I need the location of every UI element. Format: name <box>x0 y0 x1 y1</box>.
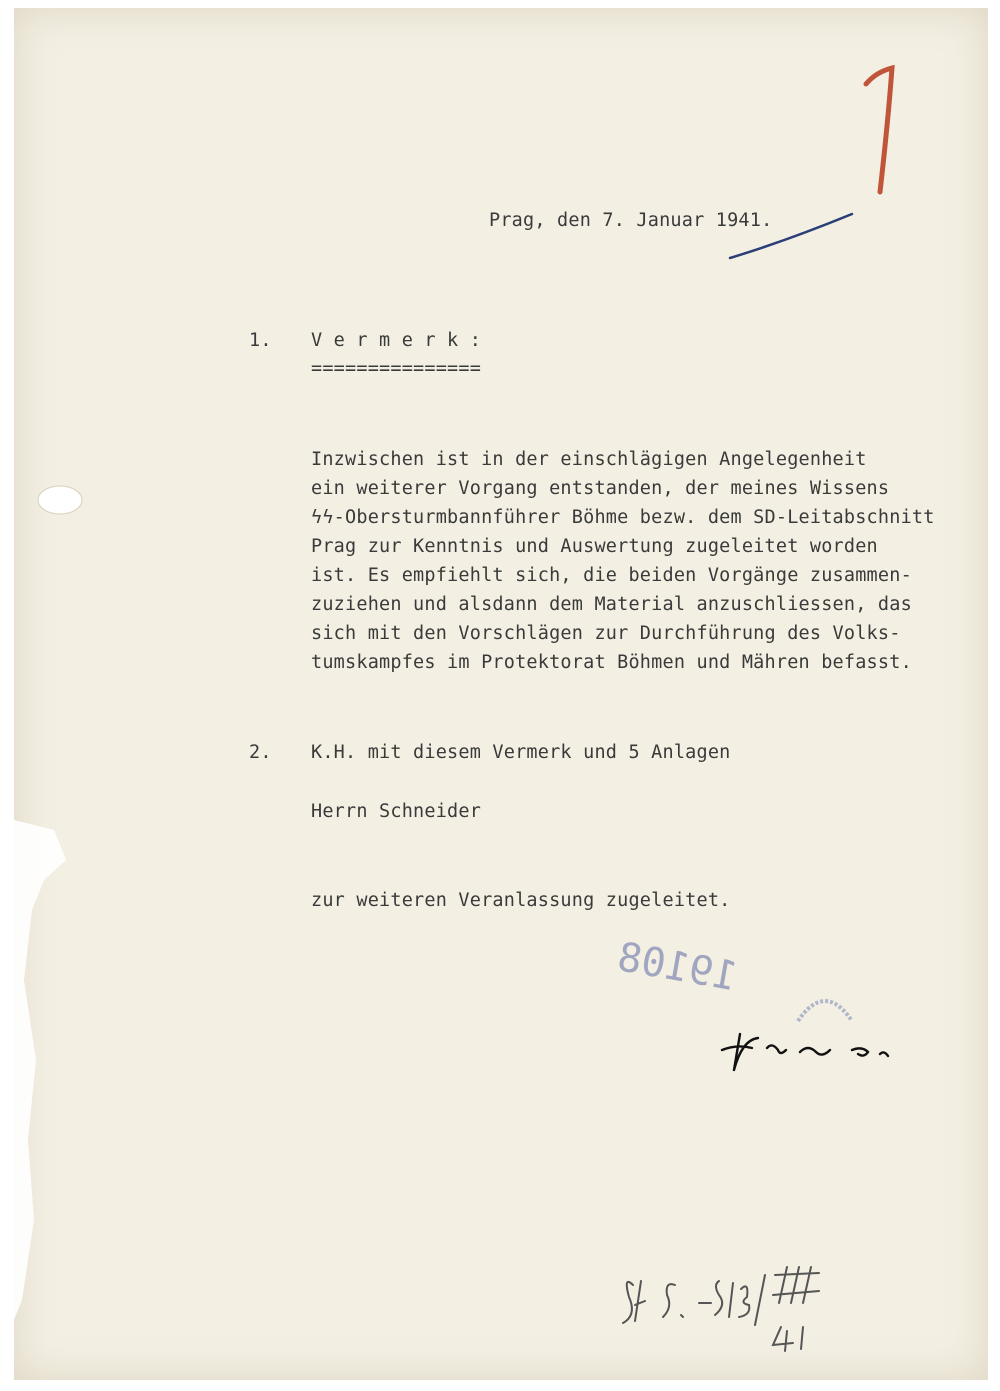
addressee: Herrn Schneider <box>311 801 482 822</box>
punch-hole <box>30 480 90 520</box>
stamp-circle <box>790 985 860 1025</box>
svg-text:19108: 19108 <box>614 934 741 1001</box>
section1-heading: V e r m e r k : <box>311 330 482 351</box>
paragraph-line: sich mit den Vorschlägen zur Durchführung des Volks- <box>311 623 901 644</box>
archive-notation <box>615 1245 860 1355</box>
paragraph-line: Prag zur Kenntnis und Auswertung zugeleitet worden <box>311 536 878 557</box>
handwritten-page-number <box>858 62 908 202</box>
section2-line: K.H. mit diesem Vermerk und 5 Anlagen <box>311 742 731 763</box>
paragraph-line: zuziehen und alsdann dem Material anzuschliessen, das <box>311 594 912 615</box>
paragraph-line: ein weiterer Vorgang entstanden, der meines Wissens <box>311 478 890 499</box>
date-underline-mark <box>726 206 856 266</box>
paragraph-line: ist. Es empfiehlt sich, die beiden Vorgänge zusammen- <box>311 565 912 586</box>
torn-edge <box>14 800 84 1320</box>
section1-number: 1. <box>249 330 272 351</box>
closing-line: zur weiteren Veranlassung zugeleitet. <box>311 890 731 911</box>
date-line: Prag, den 7. Januar 1941. <box>489 210 773 231</box>
paragraph-line: tumskampfes im Protektorat Böhmen und Mähren befasst. <box>311 652 912 673</box>
section1-heading-underline: =============== <box>311 358 482 379</box>
section2-number: 2. <box>249 742 272 763</box>
paragraph-line: Inzwischen ist in der einschlägigen Angelegenheit <box>311 449 867 470</box>
paragraph-line: ϟϟ-Obersturmbannführer Böhme bezw. dem SD-Leitabschnitt <box>311 507 935 528</box>
signature <box>712 1020 902 1075</box>
